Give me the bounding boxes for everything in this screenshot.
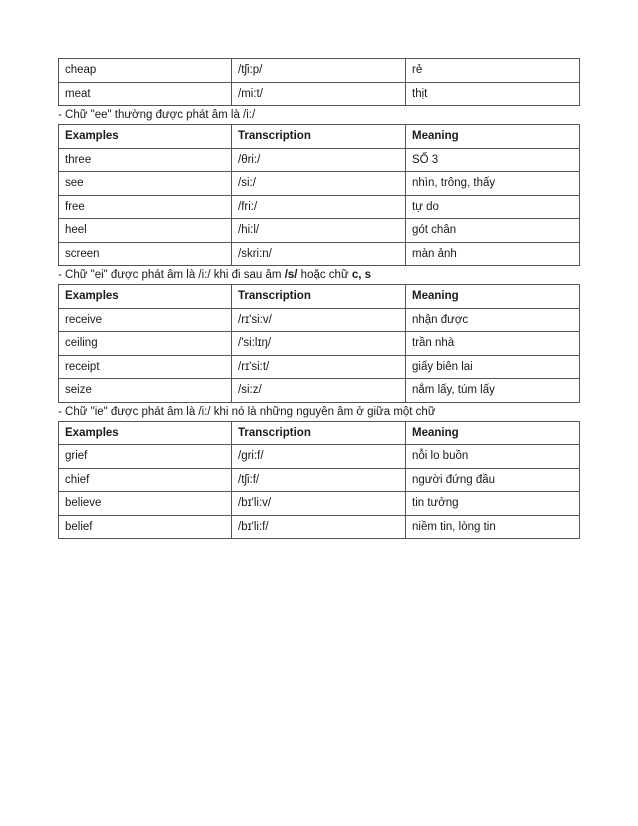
table-header-row [59, 125, 580, 149]
table-row [59, 172, 580, 196]
transcription: /skri:n/ [232, 242, 406, 266]
example-word: grief [59, 445, 232, 469]
note-ei-bold-sound: /s/ [284, 269, 298, 281]
example-word: cheap [59, 59, 232, 83]
table-row [59, 242, 580, 266]
example-word: receive [59, 308, 232, 332]
table-header-row [59, 421, 580, 445]
table-row [59, 82, 580, 106]
note-ee-rule: - Chữ "ee" thường được phát âm là /i:/ [58, 109, 256, 121]
example-word: three [59, 148, 232, 172]
transcription: /tʃi:p/ [232, 59, 406, 83]
transcription: /hi:l/ [232, 219, 406, 243]
note-ei-rule [58, 266, 579, 284]
header-meaning: Meaning [406, 285, 580, 309]
transcription: /'si:lɪŋ/ [232, 332, 406, 356]
header-transcription: Transcription [232, 421, 406, 445]
example-word: screen [59, 242, 232, 266]
table-row [59, 59, 580, 83]
meaning: nắm lấy, túm lấy [406, 379, 580, 403]
note-ei-bold-letters: c, s [351, 269, 372, 281]
meaning: nhận được [406, 308, 580, 332]
table-row [59, 148, 580, 172]
table-row [59, 445, 580, 469]
meaning: nỗi lo buồn [406, 445, 580, 469]
header-examples: Examples [59, 285, 232, 309]
transcription: /rɪ'si:t/ [232, 355, 406, 379]
example-word: seize [59, 379, 232, 403]
example-word: believe [59, 492, 232, 516]
header-examples: Examples [59, 125, 232, 149]
meaning: rẻ [406, 59, 580, 83]
document-page [58, 58, 579, 539]
meaning: nhìn, trông, thấy [406, 172, 580, 196]
meaning: tự do [406, 195, 580, 219]
example-word: belief [59, 515, 232, 539]
example-word: chief [59, 468, 232, 492]
transcription: /fri:/ [232, 195, 406, 219]
note-ei-text-2: hoặc chữ [297, 269, 352, 281]
transcription: /si:/ [232, 172, 406, 196]
example-word: ceiling [59, 332, 232, 356]
meaning: người đứng đầu [406, 468, 580, 492]
meaning: màn ảnh [406, 242, 580, 266]
table-row [59, 308, 580, 332]
header-examples: Examples [59, 421, 232, 445]
table-row [59, 515, 580, 539]
transcription: /tʃi:f/ [232, 468, 406, 492]
header-meaning: Meaning [406, 421, 580, 445]
vocab-table-ee [58, 124, 580, 266]
meaning: giấy biên lai [406, 355, 580, 379]
meaning: trần nhà [406, 332, 580, 356]
note-ie-rule: - Chữ "ie" được phát âm là /i:/ khi nó là những nguyên âm ở giữa một chữ [58, 405, 436, 418]
table-row [59, 379, 580, 403]
transcription: /θri:/ [232, 148, 406, 172]
meaning: niềm tin, lòng tin [406, 515, 580, 539]
table-row [59, 492, 580, 516]
header-meaning: Meaning [406, 125, 580, 149]
transcription: /bɪ'li:v/ [232, 492, 406, 516]
transcription: /rɪ'si:v/ [232, 308, 406, 332]
note-ei-text: - Chữ "ei" được phát âm là /i:/ khi đi sau âm [58, 269, 285, 281]
table-row [59, 195, 580, 219]
vocab-table-ei [58, 284, 580, 403]
example-word: see [59, 172, 232, 196]
example-word: meat [59, 82, 232, 106]
table-row [59, 468, 580, 492]
transcription: /gri:f/ [232, 445, 406, 469]
example-word: receipt [59, 355, 232, 379]
meaning: tin tưởng [406, 492, 580, 516]
header-transcription: Transcription [232, 125, 406, 149]
table-row [59, 355, 580, 379]
meaning: SỐ 3 [406, 148, 580, 172]
example-word: free [59, 195, 232, 219]
table-header-row [59, 285, 580, 309]
transcription: /bɪ'li:f/ [232, 515, 406, 539]
vocab-table-continued [58, 58, 580, 106]
vocab-table-ie [58, 421, 580, 540]
meaning: thịt [406, 82, 580, 106]
meaning: gót chân [406, 219, 580, 243]
transcription: /mi:t/ [232, 82, 406, 106]
example-word: heel [59, 219, 232, 243]
header-transcription: Transcription [232, 285, 406, 309]
table-row [59, 332, 580, 356]
transcription: /si:z/ [232, 379, 406, 403]
table-row [59, 219, 580, 243]
